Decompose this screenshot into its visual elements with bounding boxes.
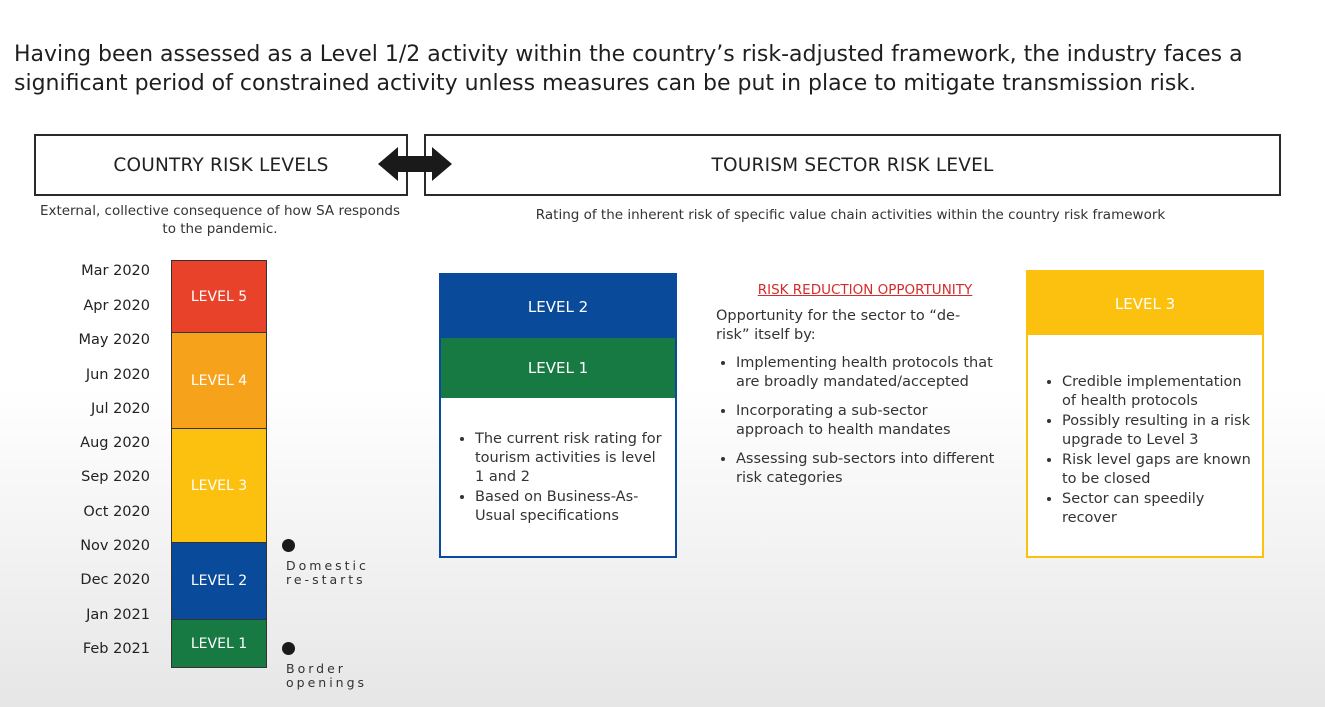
level-label: LEVEL 2 (527, 297, 589, 316)
country-level-3 (171, 428, 267, 543)
country-level-4 (171, 332, 267, 429)
level-label: LEVEL 3 (1114, 294, 1176, 313)
target-risk-bullets (1028, 373, 1262, 528)
level-label: LEVEL 1 (527, 359, 589, 377)
milestone-line: re-starts (286, 572, 366, 587)
country-risk-header (34, 134, 408, 196)
target-level-3-band (1028, 272, 1262, 335)
level-label: LEVEL 1 (190, 635, 248, 652)
bullet-item: • Credible implementation of health protocols (1062, 373, 1252, 411)
current-risk-panel (439, 273, 677, 558)
level-label: LEVEL 5 (190, 288, 248, 305)
current-risk-bullets (441, 430, 675, 526)
month-label: Feb 2021 (82, 641, 150, 657)
month-label: Jan 2021 (86, 607, 150, 623)
risk-reduction-intro: Opportunity for the sector to “de-risk” itself by: (716, 308, 961, 343)
milestone-dot-icon (282, 539, 295, 552)
current-level-2-band (441, 275, 675, 338)
country-subtitle-line1: External, collective consequence of how SA responds (39, 203, 401, 219)
month-label: Apr 2020 (83, 298, 150, 314)
risk-reduction-heading: RISK REDUCTION OPPORTUNITY (757, 282, 973, 298)
risk-reduction-section (716, 282, 996, 498)
month-label: Nov 2020 (80, 538, 150, 554)
bullet-item: • Assessing sub-sectors into different risk categories (736, 450, 998, 488)
country-subtitle-line2: to the pandemic. (162, 221, 278, 237)
month-label: May 2020 (78, 332, 150, 348)
country-risk-subtitle (34, 202, 406, 238)
milestone-line: Domestic (286, 558, 369, 573)
month-label: Aug 2020 (80, 435, 150, 451)
country-level-2 (171, 542, 267, 620)
month-label: Sep 2020 (81, 469, 150, 485)
current-level-1-band (441, 338, 675, 398)
bullet-item: • Risk level gaps are known to be closed (1062, 451, 1252, 489)
bullet-item: • Possibly resulting in a risk upgrade to Level 3 (1062, 412, 1252, 450)
target-risk-panel (1026, 270, 1264, 558)
country-level-5 (171, 260, 267, 333)
month-label: Jun 2020 (85, 367, 150, 383)
country-risk-title: COUNTRY RISK LEVELS (113, 154, 329, 176)
milestone-line: Border (286, 661, 346, 676)
risk-reduction-bullets (716, 354, 998, 488)
headline: Having been assessed as a Level 1/2 activity within the country’s risk-adjusted framework, the industry faces a significant period of constrained activity unless measures can be put in place to mitigate transmission risk. (14, 42, 1243, 96)
month-label: Oct 2020 (83, 504, 150, 520)
bullet-item: • Implementing health protocols that are broadly mandated/accepted (736, 354, 998, 392)
milestone-line: openings (286, 675, 368, 690)
bullet-item: • The current risk rating for tourism activities is level 1 and 2 (475, 430, 665, 487)
country-level-1 (171, 619, 267, 668)
month-label: Jul 2020 (90, 401, 150, 417)
level-label: LEVEL 3 (190, 477, 248, 494)
tourism-risk-title: TOURISM SECTOR RISK LEVEL (711, 154, 994, 176)
double-arrow-icon (376, 145, 454, 183)
bullet-item: • Sector can speedily recover (1062, 490, 1252, 528)
month-label: Mar 2020 (81, 263, 150, 279)
tourism-risk-subtitle: Rating of the inherent risk of specific value chain activities within the country risk framework (535, 207, 1166, 223)
milestone-domestic-restarts (286, 559, 369, 587)
milestone-dot-icon (282, 642, 295, 655)
milestone-border-openings (286, 662, 367, 690)
level-label: LEVEL 2 (190, 573, 248, 589)
bullet-item: • Incorporating a sub-sector approach to health mandates (736, 402, 998, 440)
level-label: LEVEL 4 (190, 372, 248, 389)
bullet-item: • Based on Business-As-Usual specifications (475, 488, 665, 526)
tourism-risk-header (424, 134, 1281, 196)
month-label: Dec 2020 (80, 572, 150, 588)
